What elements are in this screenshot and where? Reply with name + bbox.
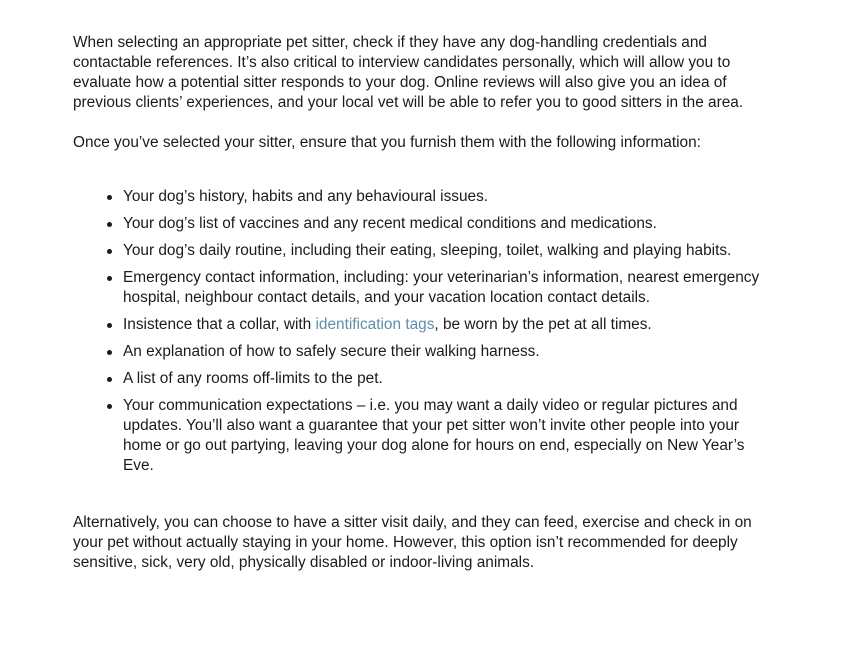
identification-tags-link[interactable]: identification tags [315, 316, 435, 333]
collar-text-before: Insistence that a collar, with [123, 316, 316, 333]
article-body [73, 33, 773, 573]
list-item-collar [123, 315, 773, 335]
collar-text-after: , be worn by the pet at all times. [434, 316, 652, 333]
list-item-emergency-contacts: Emergency contact information, including: your veterinarian’s information, nearest emergency hospital, neighbour contact details, and your vacation location contact details. [123, 268, 773, 308]
list-item-daily-routine: Your dog’s daily routine, including their eating, sleeping, toilet, walking and playing habits. [123, 241, 773, 261]
outro-paragraph: Alternatively, you can choose to have a sitter visit daily, and they can feed, exercise and check in on your pet without actually staying in your home. However, this option isn’t recommended for deeply sensitive, sick, very old, physically disabled or indoor-living animals. [73, 514, 752, 571]
list-lead-paragraph: Once you’ve selected your sitter, ensure that you furnish them with the following information: [73, 134, 701, 151]
list-item-harness: An explanation of how to safely secure their walking harness. [123, 342, 773, 362]
list-item-rooms: A list of any rooms off-limits to the pet. [123, 369, 773, 389]
intro-paragraph: When selecting an appropriate pet sitter, check if they have any dog-handling credentials and contactable references. It’s also critical to interview candidates personally, which will allow you to evaluate how a potential sitter responds to your dog. Online reviews will also give you an idea of previous clients’ experiences, and your local vet will be able to refer you to good sitters in the area. [73, 34, 744, 111]
list-item-communication: Your communication expectations – i.e. you may want a daily video or regular pictures and updates. You’ll also want a guarantee that your pet sitter won’t invite other people into your home or go out partying, leaving your dog alone for hours on end, especially on New Year’s Eve. [123, 396, 773, 476]
list-item-vaccines: Your dog’s list of vaccines and any recent medical conditions and medications. [123, 214, 773, 234]
list-item-dog-history: Your dog’s history, habits and any behavioural issues. [123, 187, 773, 207]
sitter-info-list [73, 187, 773, 476]
